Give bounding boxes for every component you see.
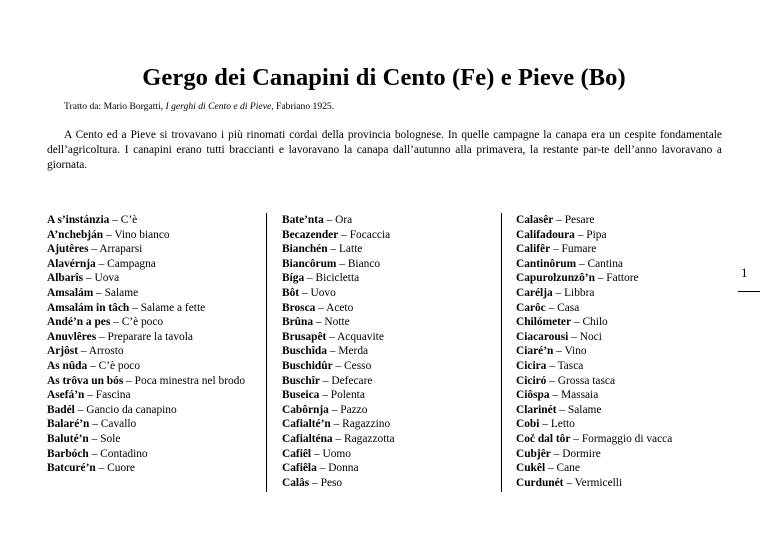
glossary-entry: Califêr – Fumare xyxy=(516,243,597,256)
glossary-meaning: Ragazzotta xyxy=(344,432,395,445)
glossary-meaning: Chilo xyxy=(582,316,608,329)
glossary-meaning: C’è poco xyxy=(98,359,141,372)
glossary-meaning: Salame a fette xyxy=(140,301,206,314)
glossary-entry: Balaré’n – Cavallo xyxy=(47,418,137,431)
glossary-entry: Brûna – Notte xyxy=(282,316,350,329)
glossary-entry: Clarinét – Salame xyxy=(516,403,602,416)
glossary-term: Califêr xyxy=(516,243,551,256)
glossary-meaning: Pesare xyxy=(564,214,595,226)
intro-paragraph: A Cento ed a Pieve si trovavano i più rinomati cordai della provincia bolognese. In quelle campagne la canapa era un cespite fondamentale dell’agricoltura. I canapini erano tutti braccianti e lavoravano la canapa dall’autunno alla primavera, la restante par-te dell’anno lavoravano a giornata. xyxy=(47,129,722,171)
glossary-term: Cafialté’n xyxy=(282,418,331,431)
glossary-entry: Baluté’n – Sole xyxy=(47,432,121,445)
glossary-meaning: Ora xyxy=(335,214,353,226)
glossary-entry: Coč dal tôr – Formaggio di vacca xyxy=(516,432,673,445)
glossary-meaning: Salame xyxy=(104,286,139,299)
glossary-meaning: Dormire xyxy=(562,447,601,460)
column-divider xyxy=(266,213,267,492)
glossary-entry: Cobi – Letto xyxy=(516,418,575,431)
glossary-entry: Cafiêl – Uomo xyxy=(282,447,351,460)
glossary-meaning: Aceto xyxy=(326,301,354,314)
glossary-term: Balaré’n xyxy=(47,418,90,431)
glossary-entry: Amsalám in tâch – Salame a fette xyxy=(47,301,206,314)
column-divider xyxy=(501,213,502,492)
glossary-term: Brosca xyxy=(282,301,316,314)
glossary-meaning: Notte xyxy=(324,316,350,329)
glossary-entry: Curdunét – Vermicelli xyxy=(516,476,623,489)
glossary-meaning: Merda xyxy=(338,345,369,358)
glossary-term: Califadoura xyxy=(516,228,575,241)
glossary-entry: Carôc – Casa xyxy=(516,301,580,314)
glossary-meaning: Grossa tasca xyxy=(557,374,616,387)
glossary-meaning: Donna xyxy=(328,462,359,475)
glossary-term: Bôt xyxy=(282,286,300,299)
glossary-meaning: Uomo xyxy=(322,447,351,460)
glossary-column-1 xyxy=(47,213,254,476)
glossary-meaning: Peso xyxy=(320,476,343,489)
glossary-term: Chilómeter xyxy=(516,316,572,329)
glossary-entry: A s’instánzia – C’è xyxy=(47,214,138,226)
glossary-term: Cafialténa xyxy=(282,432,333,445)
glossary-term: Anuvlêres xyxy=(47,330,97,343)
glossary-term: Arjôst xyxy=(47,345,78,358)
glossary-term: Cafiêl xyxy=(282,447,312,460)
glossary-term: Bate’nta xyxy=(282,214,324,226)
glossary-meaning: Bicicletta xyxy=(315,272,360,285)
glossary-entry: As trôva un bós – Poca minestra nel brodo xyxy=(47,374,246,387)
glossary-entry: Cafialté’n – Ragazzino xyxy=(282,418,391,431)
glossary-term: Biancôrum xyxy=(282,257,337,270)
glossary-meaning: Noci xyxy=(579,330,602,343)
glossary-entry: Calâs – Peso xyxy=(282,476,343,489)
glossary-entry: Buschîda – Merda xyxy=(282,345,369,358)
glossary-entry: Cafiêla – Donna xyxy=(282,462,359,475)
glossary-entry: Carélja – Libbra xyxy=(516,286,595,299)
glossary-entry: Cantinôrum – Cantina xyxy=(516,257,623,270)
glossary-entry: Biancôrum – Bianco xyxy=(282,257,381,270)
glossary-meaning: Sole xyxy=(100,432,121,445)
glossary-meaning: Formaggio di vacca xyxy=(581,432,673,445)
glossary-entry: As nûda – C’è poco xyxy=(47,359,141,372)
glossary-entry: Ciôspa – Massaia xyxy=(516,389,599,402)
glossary-meaning: C’è xyxy=(120,214,138,226)
glossary-entry: Ciacarousi – Noci xyxy=(516,330,602,343)
glossary-meaning: Cavallo xyxy=(100,418,137,431)
glossary-term: Ajutêres xyxy=(47,243,89,256)
glossary-meaning: Tasca xyxy=(557,359,584,372)
glossary-meaning: Pipa xyxy=(586,228,607,241)
glossary-term: Bíga xyxy=(282,272,305,285)
glossary-entry: Cubjêr – Dormire xyxy=(516,447,601,460)
glossary-term: Calasêr xyxy=(516,214,554,226)
source-work-title: I gerghi di Cento e di Pieve xyxy=(165,101,272,112)
glossary-term: Curdunét xyxy=(516,476,564,489)
glossary-meaning: Gancio da canapino xyxy=(86,403,177,416)
glossary-entry: Bôt – Uovo xyxy=(282,286,336,299)
glossary-term: Coč dal tôr xyxy=(516,432,571,445)
glossary-term: As nûda xyxy=(47,359,88,372)
glossary-meaning: Vino xyxy=(564,345,587,358)
glossary-term: A s’instánzia xyxy=(47,214,110,226)
glossary-entry: Bate’nta – Ora xyxy=(282,214,353,226)
glossary-term: Baluté’n xyxy=(47,432,89,445)
glossary-entry: A’nchebján – Vino bianco xyxy=(47,228,170,241)
glossary-meaning: Cane xyxy=(556,462,580,475)
glossary-meaning: Casa xyxy=(557,301,580,314)
glossary-meaning: Acquavite xyxy=(337,330,384,343)
glossary-term: Badél xyxy=(47,403,75,416)
glossary-term: Buseica xyxy=(282,389,320,402)
glossary-entry: Cicira – Tasca xyxy=(516,359,584,372)
glossary-term: Buschîda xyxy=(282,345,327,358)
glossary-term: Barbóch xyxy=(47,447,89,460)
glossary-entry: Brusapêt – Acquavite xyxy=(282,330,384,343)
glossary-entry: Bíga – Bicicletta xyxy=(282,272,360,285)
glossary-column-2 xyxy=(282,213,487,490)
glossary-meaning: Cesso xyxy=(344,359,372,372)
glossary-term: Ciciró xyxy=(516,374,547,387)
glossary-entry: Cukêl – Cane xyxy=(516,462,580,475)
glossary-meaning: Latte xyxy=(338,243,363,256)
glossary-meaning: Vermicelli xyxy=(574,476,623,489)
glossary-entry: Buschidûr – Cesso xyxy=(282,359,372,372)
glossary-term: Ciaré’n xyxy=(516,345,554,358)
glossary-entry: Andé’n a pes – C’è poco xyxy=(47,316,164,329)
glossary-entry: Califadoura – Pipa xyxy=(516,228,607,241)
glossary-meaning: Uova xyxy=(94,272,120,285)
source-citation xyxy=(64,101,334,112)
glossary-entry: Arjôst – Arrosto xyxy=(47,345,124,358)
glossary-term: Buschîr xyxy=(282,374,320,387)
glossary-term: Brusapêt xyxy=(282,330,327,343)
glossary-term: Alavérnja xyxy=(47,257,96,270)
glossary-entry: Buseica – Polenta xyxy=(282,389,365,402)
glossary-meaning: Fumare xyxy=(561,243,597,256)
glossary-term: Cubjêr xyxy=(516,447,551,460)
glossary-term: As trôva un bós xyxy=(47,374,124,387)
glossary-meaning: Poca minestra nel brodo xyxy=(134,374,246,387)
glossary-term: Carôc xyxy=(516,301,546,314)
glossary-meaning: Arraparsi xyxy=(99,243,143,256)
source-suffix: , Fabriano 1925. xyxy=(271,101,335,112)
source-prefix: Tratto da: Mario Borgatti, xyxy=(64,101,166,112)
glossary-meaning: C’è poco xyxy=(121,316,164,329)
glossary-term: Cafiêla xyxy=(282,462,317,475)
glossary-entry: Capurolzunzô’n – Fattore xyxy=(516,272,639,285)
glossary-entry: Barbóch – Contadino xyxy=(47,447,148,460)
page-title: Gergo dei Canapini di Cento (Fe) e Pieve (Bo) xyxy=(142,64,626,91)
glossary-term: Andé’n a pes xyxy=(47,316,111,329)
glossary-meaning: Arrosto xyxy=(88,345,124,358)
glossary-meaning: Preparare la tavola xyxy=(107,330,193,343)
page-number: 1 xyxy=(741,265,748,280)
glossary-term: Ciacarousi xyxy=(516,330,569,343)
glossary-term: Capurolzunzô’n xyxy=(516,272,595,285)
glossary-term: Amsalám in tâch xyxy=(47,301,130,314)
glossary-meaning: Ragazzino xyxy=(342,418,391,431)
glossary-term: Calâs xyxy=(282,476,310,489)
glossary-term: Cobi xyxy=(516,418,540,431)
glossary-term: Buschidûr xyxy=(282,359,333,372)
glossary-term: Batcuré’n xyxy=(47,462,96,475)
glossary-meaning: Letto xyxy=(550,418,575,431)
glossary-column-3 xyxy=(516,213,721,490)
glossary-entry: Batcuré’n – Cuore xyxy=(47,462,135,475)
glossary-meaning: Contadino xyxy=(100,447,148,460)
glossary-entry: Albarîs – Uova xyxy=(47,272,120,285)
glossary-meaning: Fascina xyxy=(95,389,131,402)
glossary-entry: Amsalám – Salame xyxy=(47,286,139,299)
glossary-entry: Bianchén – Latte xyxy=(282,243,363,256)
glossary-meaning: Cantina xyxy=(587,257,623,270)
glossary-entry: Ciaré’n – Vino xyxy=(516,345,587,358)
glossary-meaning: Cuore xyxy=(107,462,135,475)
page-number-rule xyxy=(738,291,760,292)
glossary-entry: Anuvlêres – Preparare la tavola xyxy=(47,330,193,343)
glossary-entry: Cabôrnja – Pazzo xyxy=(282,403,368,416)
glossary-entry: Brosca – Aceto xyxy=(282,301,354,314)
glossary-term: A’nchebján xyxy=(47,228,104,241)
glossary-term: Asefá’n xyxy=(47,389,85,402)
glossary-term: Albarîs xyxy=(47,272,84,285)
glossary-term: Bianchén xyxy=(282,243,328,256)
glossary-term: Cicira xyxy=(516,359,547,372)
glossary-entry: Asefá’n – Fascina xyxy=(47,389,131,402)
glossary-meaning: Uovo xyxy=(310,286,336,299)
glossary-entry: Chilómeter – Chilo xyxy=(516,316,608,329)
glossary-meaning: Defecare xyxy=(331,374,373,387)
glossary-meaning: Polenta xyxy=(330,389,365,402)
glossary-meaning: Salame xyxy=(567,403,602,416)
glossary-term: Cabôrnja xyxy=(282,403,329,416)
glossary-meaning: Pazzo xyxy=(340,403,368,416)
glossary-meaning: Libbra xyxy=(564,286,595,299)
glossary-entry: Alavérnja – Campagna xyxy=(47,257,156,270)
glossary-meaning: Fattore xyxy=(606,272,639,285)
glossary-term: Amsalám xyxy=(47,286,94,299)
glossary-entry: Becazender – Focaccia xyxy=(282,228,391,241)
glossary-term: Ciôspa xyxy=(516,389,550,402)
glossary-entry: Ciciró – Grossa tasca xyxy=(516,374,616,387)
glossary-term: Becazender xyxy=(282,228,339,241)
glossary-meaning: Vino bianco xyxy=(114,228,170,241)
glossary-meaning: Focaccia xyxy=(349,228,391,241)
glossary-entry: Calasêr – Pesare xyxy=(516,214,595,226)
glossary-meaning: Campagna xyxy=(107,257,156,270)
glossary-term: Carélja xyxy=(516,286,553,299)
glossary-term: Clarinét xyxy=(516,403,557,416)
glossary-meaning: Bianco xyxy=(347,257,381,270)
glossary-meaning: Massaia xyxy=(560,389,599,402)
glossary-term: Brûna xyxy=(282,316,314,329)
glossary-term: Cantinôrum xyxy=(516,257,577,270)
glossary-entry: Ajutêres – Arraparsi xyxy=(47,243,143,256)
glossary-entry: Badél – Gancio da canapino xyxy=(47,403,177,416)
glossary-term: Cukêl xyxy=(516,462,546,475)
glossary-entry: Buschîr – Defecare xyxy=(282,374,373,387)
glossary-entry: Cafialténa – Ragazzotta xyxy=(282,432,395,445)
